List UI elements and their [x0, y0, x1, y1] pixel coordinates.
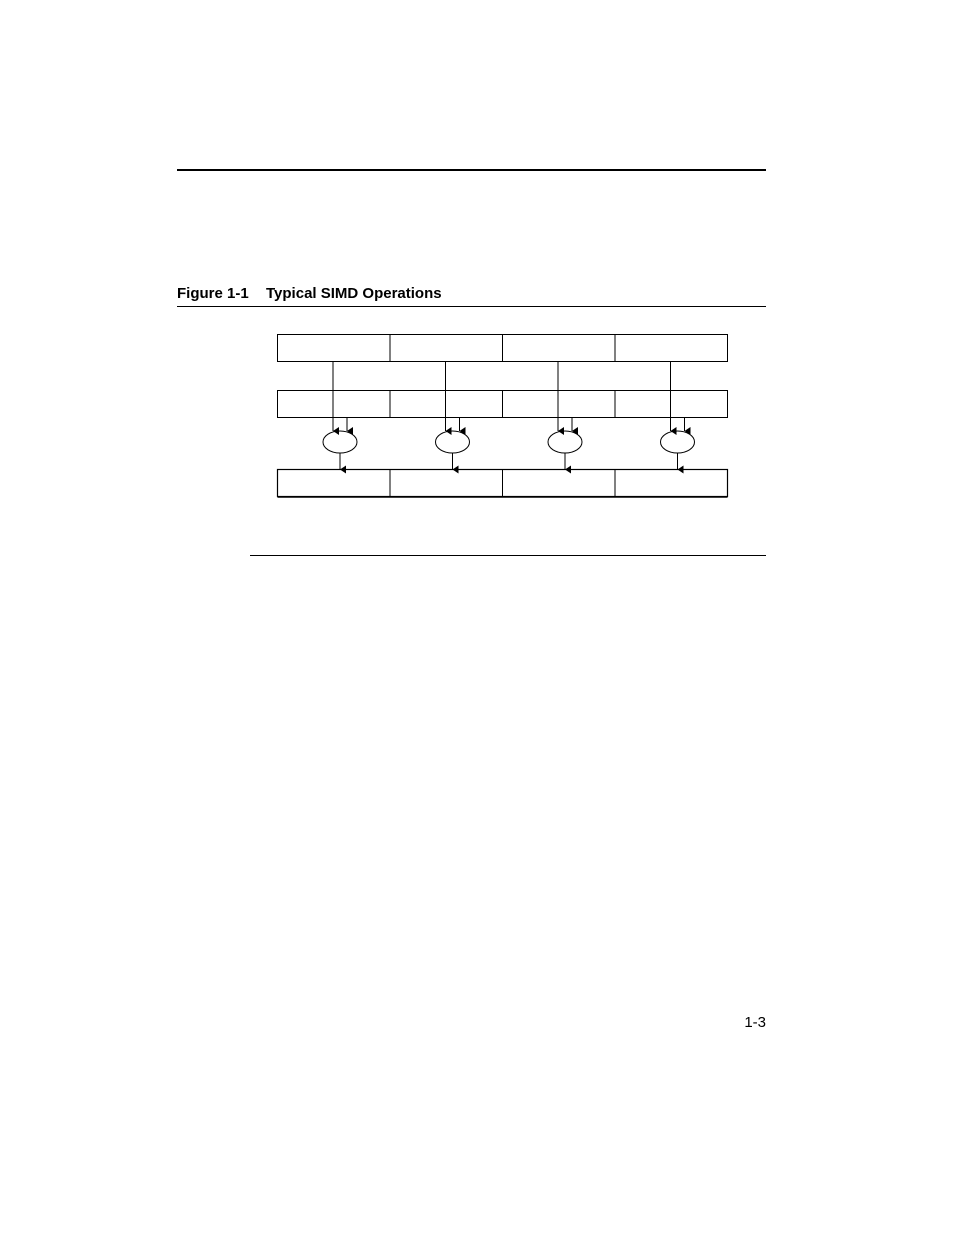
operation-ellipse	[323, 431, 357, 453]
figure-end-rule	[250, 555, 766, 556]
page-number: 1-3	[744, 1014, 766, 1031]
operation-ellipse	[436, 431, 470, 453]
simd-diagram	[270, 326, 736, 506]
figure-caption	[177, 284, 766, 307]
operation-ellipse	[661, 431, 695, 453]
header-rule	[177, 169, 766, 171]
operation-ellipse	[548, 431, 582, 453]
simd-diagram-svg	[270, 326, 736, 506]
figure-title: Typical SIMD Operations	[266, 285, 442, 302]
figure-label: Figure 1-1	[177, 285, 249, 302]
